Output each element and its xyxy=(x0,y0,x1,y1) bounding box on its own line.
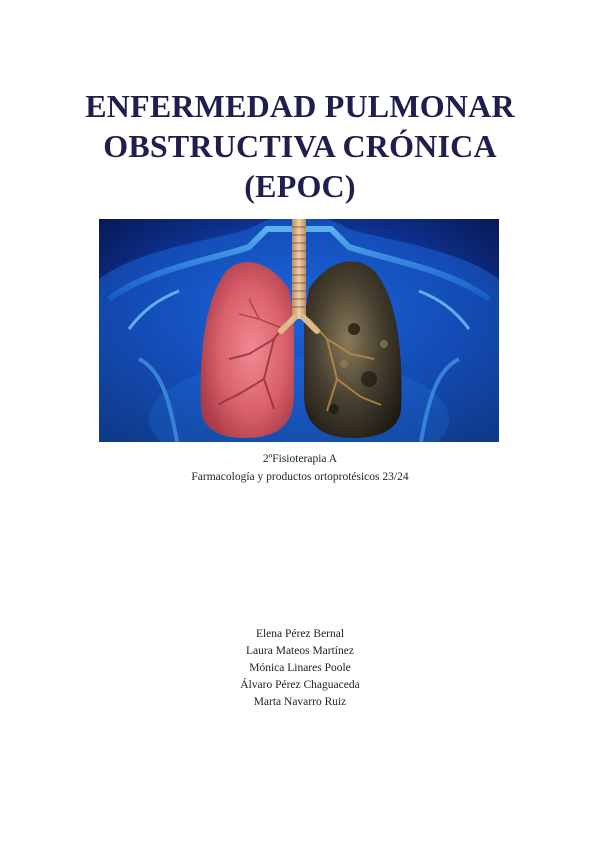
author-name: Elena Pérez Bernal xyxy=(255,628,345,640)
title-line: ENFERMEDAD PULMONAR xyxy=(85,88,515,124)
course-info xyxy=(60,450,540,486)
title-line: (EPOC) xyxy=(244,168,356,204)
authors-list xyxy=(100,626,500,711)
author-name: Mónica Linares Poole xyxy=(249,662,351,674)
course-subject: Farmacología y productos ortoprotésicos 23/24 xyxy=(191,471,409,483)
lungs-illustration-icon xyxy=(99,219,499,442)
author-name: Laura Mateos Martínez xyxy=(246,645,354,657)
author-name: Marta Navarro Ruiz xyxy=(253,696,347,708)
author-name: Álvaro Pérez Chaguaceda xyxy=(240,679,360,691)
title-line: OBSTRUCTIVA CRÓNICA xyxy=(103,128,497,164)
course-group: 2ºFisioterapia A xyxy=(262,453,338,465)
document-title xyxy=(40,86,560,206)
